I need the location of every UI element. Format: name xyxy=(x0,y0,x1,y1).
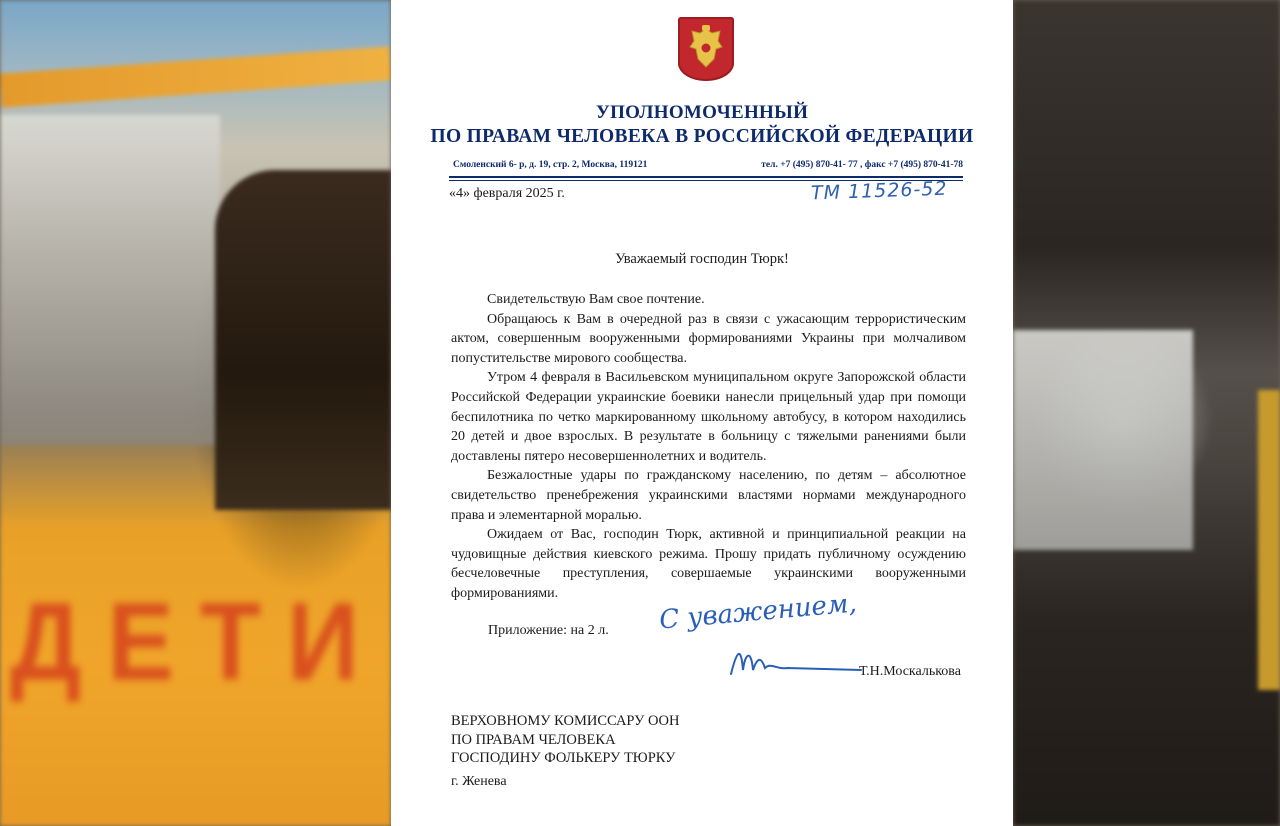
letterhead-contacts xyxy=(453,160,963,170)
addressee-line: ПО ПРАВАМ ЧЕЛОВЕКА xyxy=(451,731,616,748)
paragraph: Ожидаем от Вас, господин Тюрк, активной и принципиальной реакции на чудовищные действия киевского режима. Прошу придать публичному осуждению бесчеловечные преступления, совершаемые украинскими вооруженными формированиями. xyxy=(451,527,966,601)
bus-pillar xyxy=(1258,390,1280,690)
attachment-note: Приложение: на 2 л. xyxy=(488,623,609,638)
letterhead-address: Смоленский 6- р, д. 19, стр. 2, Москва, 119121 xyxy=(453,160,648,170)
org-title-line2: ПО ПРАВАМ ЧЕЛОВЕКА В РОССИЙСКОЙ ФЕДЕРАЦИИ xyxy=(430,126,974,147)
bus-window xyxy=(0,115,220,445)
bus-stripe xyxy=(0,46,391,107)
letterhead-phone: тел. +7 (495) 870-41- 77 , факс +7 (495) 870-41-78 xyxy=(761,160,963,170)
signer-name: Т.Н.Москалькова xyxy=(859,664,961,679)
paragraph: Свидетельствую Вам свое почтение. xyxy=(487,292,705,307)
handwritten-reg-number: ТМ 11526-52 xyxy=(810,177,948,205)
addressee-line: ГОСПОДИНУ ФОЛЬКЕРУ ТЮРКУ xyxy=(451,750,676,766)
org-title-line1: УПОЛНОМОЧЕННЫЙ xyxy=(595,102,809,123)
addressee-city: г. Женева xyxy=(451,774,507,789)
broken-window xyxy=(215,170,391,510)
paragraph: Утром 4 февраля в Васильевском муниципальном округе Запорожской области Российской Федерации украинские боевики нанесли прицельный удар при помощи беспилотника по четко маркированному школьному автобусу, в котором находились 20 детей и двое взрослых. В результате в больницу с тяжелыми ранениями были доставлены пятеро несовершеннолетних и водитель. xyxy=(451,370,966,464)
background-photo-right xyxy=(1013,0,1280,826)
signature-icon xyxy=(727,640,867,682)
letter-page xyxy=(391,0,1013,826)
handwritten-closing: С уважением, xyxy=(658,588,858,636)
addressee-line: ВЕРХОВНОМУ КОМИССАРУ ООН xyxy=(451,713,680,729)
letter-body xyxy=(451,290,966,604)
bus-interior-window xyxy=(1013,330,1193,550)
coat-of-arms-icon xyxy=(678,17,734,81)
letterhead-rule xyxy=(449,176,963,178)
bus-lettering: ДЕТИ xyxy=(10,580,385,704)
paragraph: Безжалостные удары по гражданскому населению, по детям – абсолютное свидетельство пренебрежения украинскими властями нормами международного права и элементарной моралью. xyxy=(451,468,966,523)
paragraph: Обращаюсь к Вам в очередной раз в связи с ужасающим террористическим актом, совершенным вооруженными формированиями Украины при молчаливом попустительстве мирового сообщества. xyxy=(451,311,966,366)
salutation: Уважаемый господин Тюрк! xyxy=(615,251,789,267)
addressee-block xyxy=(451,712,679,768)
letter-date: «4» февраля 2025 г. xyxy=(449,186,565,201)
background-photo-left xyxy=(0,0,391,826)
